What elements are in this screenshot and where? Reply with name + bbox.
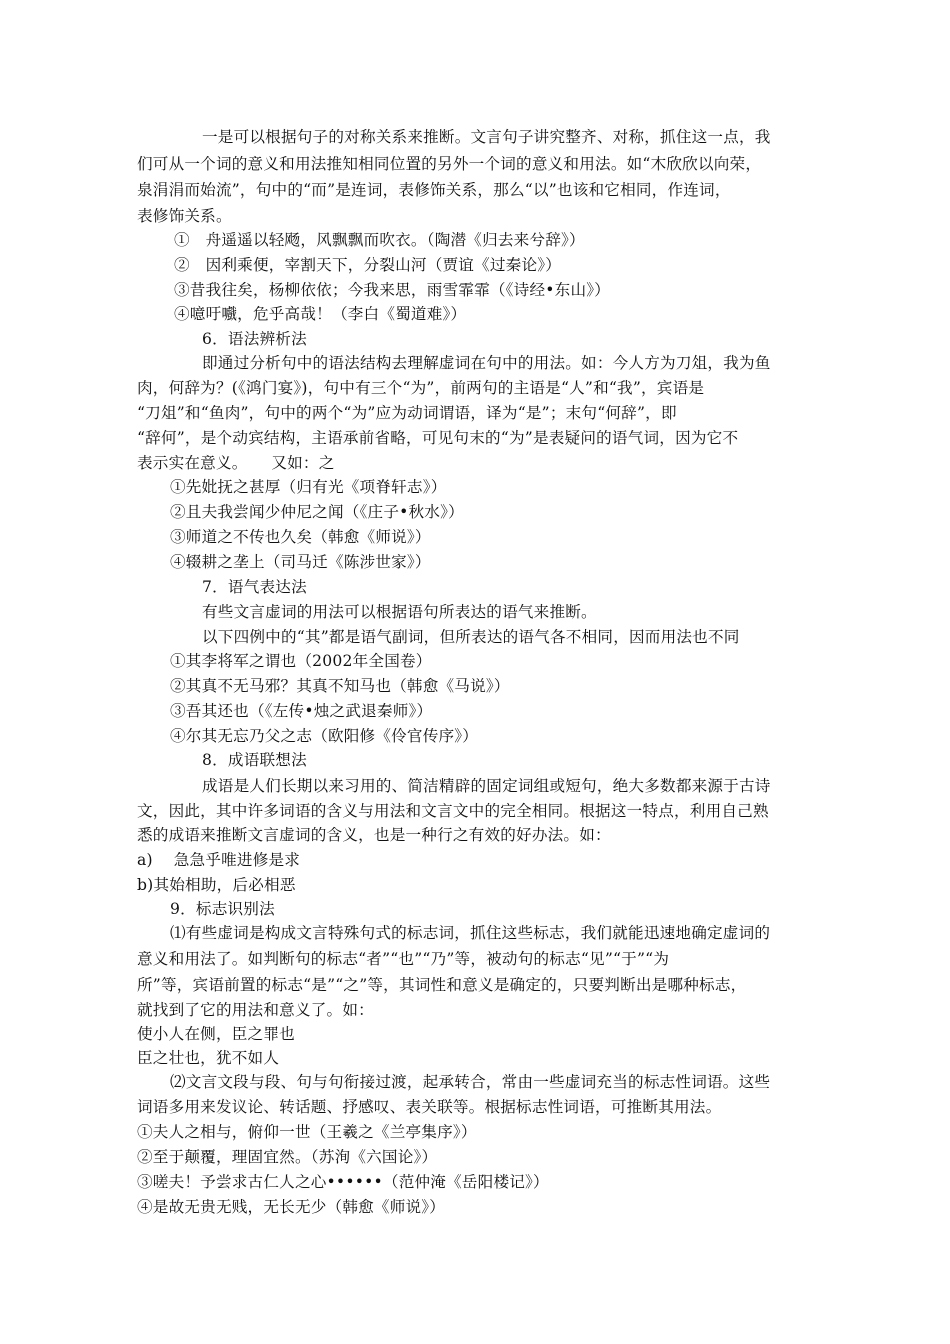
paragraph-line: 有些文言虚词的用法可以根据语句所表达的语气来推断。 [202,603,597,621]
list-item: ④辍耕之垄上（司马迁《陈涉世家》） [170,553,431,571]
list-item: ① 舟遥遥以轻飏，风飘飘而吹衣。（陶潜《归去来兮辞》） [174,231,585,249]
paragraph-line: 表示实在意义。 又如：之 [137,454,335,472]
paragraph-line: 即通过分析句中的语法结构去理解虚词在句中的用法。如：今人方为刀俎，我为鱼 [202,354,771,372]
list-item: ④噫吁嚱，危乎高哉！（李白《蜀道难》） [174,305,467,323]
paragraph-line: 就找到了它的用法和意义了。如： [137,1001,374,1019]
list-item: ② 因利乘便，宰割天下，分裂山河（贾谊《过秦论》） [174,256,562,274]
list-item: ③昔我往矣，杨柳依依；今我来思，雨雪霏霏（《诗经•东山》） [174,281,611,299]
list-item: ①先妣抚之甚厚（归有光《项脊轩志》） [170,478,447,496]
paragraph-line: 们可从一个词的意义和用法推知相同位置的另外一个词的意义和用法。如“木欣欣以向荣， [137,155,762,173]
section-heading: 7．语气表达法 [202,578,307,596]
paragraph-line: ⑵文言文段与段、句与句衔接过渡，起承转合，常由一些虚词充当的标志性词语。这些 [170,1073,771,1091]
example-line: 臣之壮也，犹不如人 [137,1049,280,1067]
list-item: ①夫人之相与，俯仰一世（王羲之《兰亭集序》） [137,1123,477,1141]
paragraph-line: “刀俎”和“鱼肉”，句中的两个“为”应为动词谓语，译为“是”；末句“何辞”，即 [137,404,677,422]
paragraph-line: 悉的成语来推断文言虚词的含义，也是一种行之有效的好办法。如： [137,826,611,844]
section-heading: 6．语法辨析法 [202,330,307,348]
list-item: ③吾其还也（《左传•烛之武退秦师》） [170,702,433,720]
list-item: ③嗟夫！予尝求古仁人之心••••••（范仲淹《岳阳楼记》） [137,1173,549,1191]
paragraph-line: 肉，何辞为？(《鸿门宴》)，句中有三个“为”，前两句的主语是“人”和“我”，宾语是 [137,379,705,397]
paragraph-line: “辞何”，是个动宾结构，主语承前省略，可见句末的“为”是表疑问的语气词，因为它不 [137,429,739,447]
list-item: ②其真不无马邪？其真不知马也（韩愈《马说》） [170,677,510,695]
paragraph-line: 一是可以根据句子的对称关系来推断。文言句子讲究整齐、对称，抓住这一点，我 [202,128,771,146]
list-item: ②至于颠覆，理固宜然。（苏洵《六国论》） [137,1148,438,1166]
list-item: ③师道之不传也久矣（韩愈《师说》） [170,528,431,546]
paragraph-line: 文，因此，其中许多词语的含义与用法和文言文中的完全相同。根据这一特点，利用自己熟 [137,802,769,820]
list-item: ①其李将军之谓也（2002年全国卷） [170,652,432,670]
paragraph-line: 成语是人们长期以来习用的、简洁精辟的固定词组或短句，绝大多数都来源于古诗 [202,777,771,795]
paragraph-line: 泉涓涓而始流”，句中的“而”是连词，表修饰关系，那么“以”也该和它相同，作连词， [137,181,731,199]
list-item: a) 急急乎唯进修是求 [137,851,301,869]
paragraph-line: 以下四例中的“其”都是语气副词，但所表达的语气各不相同，因而用法也不同 [202,628,740,646]
paragraph-line: 所”等，宾语前置的标志“是”“之”等，其词性和意义是确定的，只要判断出是哪种标志， [137,976,747,994]
paragraph-line: ⑴有些虚词是构成文言特殊句式的标志词，抓住这些标志，我们就能迅速地确定虚词的 [170,924,771,942]
example-line: 使小人在侧，臣之罪也 [137,1025,295,1043]
paragraph-line: 表修饰关系。 [137,207,232,225]
section-heading: 8．成语联想法 [202,751,307,769]
list-item: ④是故无贵无贱，无长无少（韩愈《师说》） [137,1198,446,1216]
list-item: ④尔其无忘乃父之志（欧阳修《伶官传序》） [170,727,479,745]
list-item: b)其始相助，后必相恶 [137,876,296,894]
section-heading: 9．标志识别法 [170,900,275,918]
list-item: ②且夫我尝闻少仲尼之闻（《庄子•秋水》） [170,503,464,521]
paragraph-line: 意义和用法了。如判断句的标志“者”“也”“乃”等，被动句的标志“见”“于”“为 [137,950,670,968]
paragraph-line: 词语多用来发议论、转话题、抒感叹、表关联等。根据标志性词语，可推断其用法。 [137,1098,722,1116]
